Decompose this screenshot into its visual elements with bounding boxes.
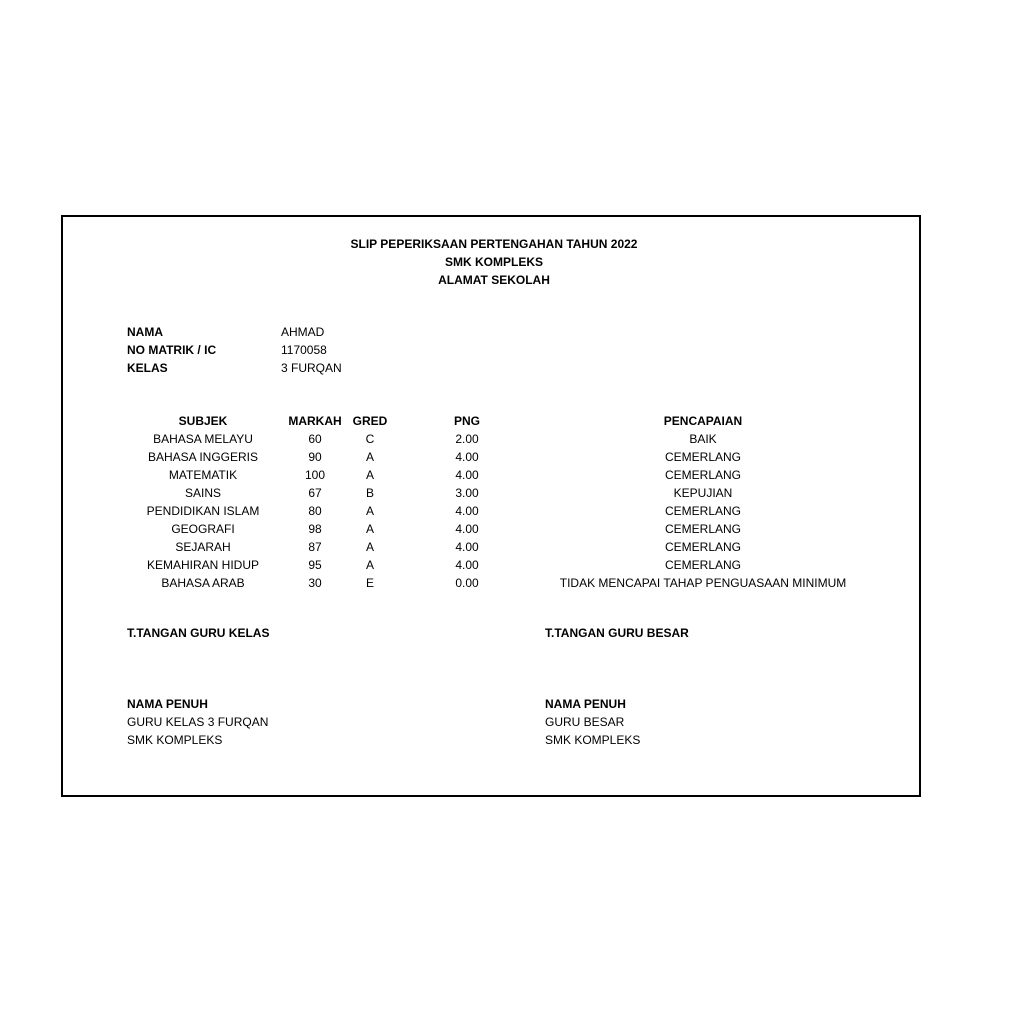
principal-school: SMK KOMPLEKS xyxy=(545,733,641,747)
cell-png: 4.00 xyxy=(455,504,479,518)
header-png: PNG xyxy=(453,414,480,428)
cell-png: 4.00 xyxy=(455,450,479,464)
table-row xyxy=(63,576,923,594)
name-value: AHMAD xyxy=(281,325,325,339)
cell-gred: A xyxy=(365,540,374,554)
table-row xyxy=(63,504,923,522)
cell-png: 2.00 xyxy=(455,432,479,446)
cell-markah: 95 xyxy=(308,558,322,572)
cell-pencapaian: KEPUJIAN xyxy=(673,486,733,500)
header-gred: GRED xyxy=(352,414,388,428)
cell-pencapaian: CEMERLANG xyxy=(664,540,741,554)
cell-pencapaian: CEMERLANG xyxy=(664,450,741,464)
class-label: KELAS xyxy=(127,361,168,375)
cell-pencapaian: CEMERLANG xyxy=(664,558,741,572)
cell-gred: A xyxy=(365,558,374,572)
cell-gred: A xyxy=(365,450,374,464)
class-value: 3 FURQAN xyxy=(281,361,342,375)
cell-subjek: MATEMATIK xyxy=(168,468,238,482)
cell-png: 4.00 xyxy=(455,558,479,572)
cell-markah: 60 xyxy=(308,432,322,446)
cell-subjek: BAHASA ARAB xyxy=(161,576,245,590)
id-value: 1170058 xyxy=(281,343,327,357)
result-slip xyxy=(61,215,921,797)
table-row xyxy=(63,540,923,558)
cell-subjek: KEMAHIRAN HIDUP xyxy=(146,558,259,572)
cell-gred: E xyxy=(365,576,374,590)
header-pencapaian: PENCAPAIAN xyxy=(663,414,743,428)
cell-png: 3.00 xyxy=(455,486,479,500)
cell-gred: C xyxy=(365,432,375,446)
cell-pencapaian: TIDAK MENCAPAI TAHAP PENGUASAAN MINIMUM xyxy=(559,576,847,590)
table-row xyxy=(63,522,923,540)
cell-gred: B xyxy=(365,486,374,500)
header-subjek: SUBJEK xyxy=(178,414,228,428)
cell-pencapaian: BAIK xyxy=(689,432,717,446)
name-label: NAMA xyxy=(127,325,163,339)
cell-markah: 90 xyxy=(308,450,322,464)
cell-subjek: GEOGRAFI xyxy=(171,522,235,536)
table-row xyxy=(63,432,923,450)
table-row xyxy=(63,558,923,576)
cell-png: 4.00 xyxy=(455,468,479,482)
header-markah: MARKAH xyxy=(288,414,342,428)
table-header xyxy=(63,414,923,432)
cell-subjek: SEJARAH xyxy=(175,540,231,554)
table-row xyxy=(63,450,923,468)
cell-gred: A xyxy=(365,522,374,536)
school-address: ALAMAT SEKOLAH xyxy=(438,273,550,287)
table-row xyxy=(63,486,923,504)
cell-subjek: SAINS xyxy=(184,486,221,500)
cell-markah: 30 xyxy=(308,576,322,590)
cell-gred: A xyxy=(365,468,374,482)
principal-name-label: NAMA PENUH xyxy=(545,697,626,711)
cell-subjek: PENDIDIKAN ISLAM xyxy=(146,504,260,518)
cell-markah: 67 xyxy=(308,486,322,500)
cell-pencapaian: CEMERLANG xyxy=(664,522,741,536)
principal-role: GURU BESAR xyxy=(545,715,625,729)
cell-png: 4.00 xyxy=(455,522,479,536)
cell-png: 4.00 xyxy=(455,540,479,554)
cell-subjek: BAHASA INGGERIS xyxy=(147,450,259,464)
class-teacher-role: GURU KELAS 3 FURQAN xyxy=(127,715,269,729)
cell-pencapaian: CEMERLANG xyxy=(664,468,741,482)
principal-signature-label: T.TANGAN GURU BESAR xyxy=(545,626,689,640)
cell-subjek: BAHASA MELAYU xyxy=(153,432,253,446)
table-row xyxy=(63,468,923,486)
cell-pencapaian: CEMERLANG xyxy=(664,504,741,518)
cell-markah: 98 xyxy=(308,522,322,536)
school-name: SMK KOMPLEKS xyxy=(444,255,543,269)
class-teacher-school: SMK KOMPLEKS xyxy=(127,733,223,747)
id-label: NO MATRIK / IC xyxy=(127,343,217,357)
cell-markah: 87 xyxy=(308,540,322,554)
cell-markah: 100 xyxy=(304,468,326,482)
class-teacher-name-label: NAMA PENUH xyxy=(127,697,208,711)
cell-png: 0.00 xyxy=(455,576,479,590)
class-teacher-signature-label: T.TANGAN GURU KELAS xyxy=(127,626,270,640)
cell-markah: 80 xyxy=(308,504,322,518)
slip-title: SLIP PEPERIKSAAN PERTENGAHAN TAHUN 2022 xyxy=(350,237,638,251)
cell-gred: A xyxy=(365,504,374,518)
